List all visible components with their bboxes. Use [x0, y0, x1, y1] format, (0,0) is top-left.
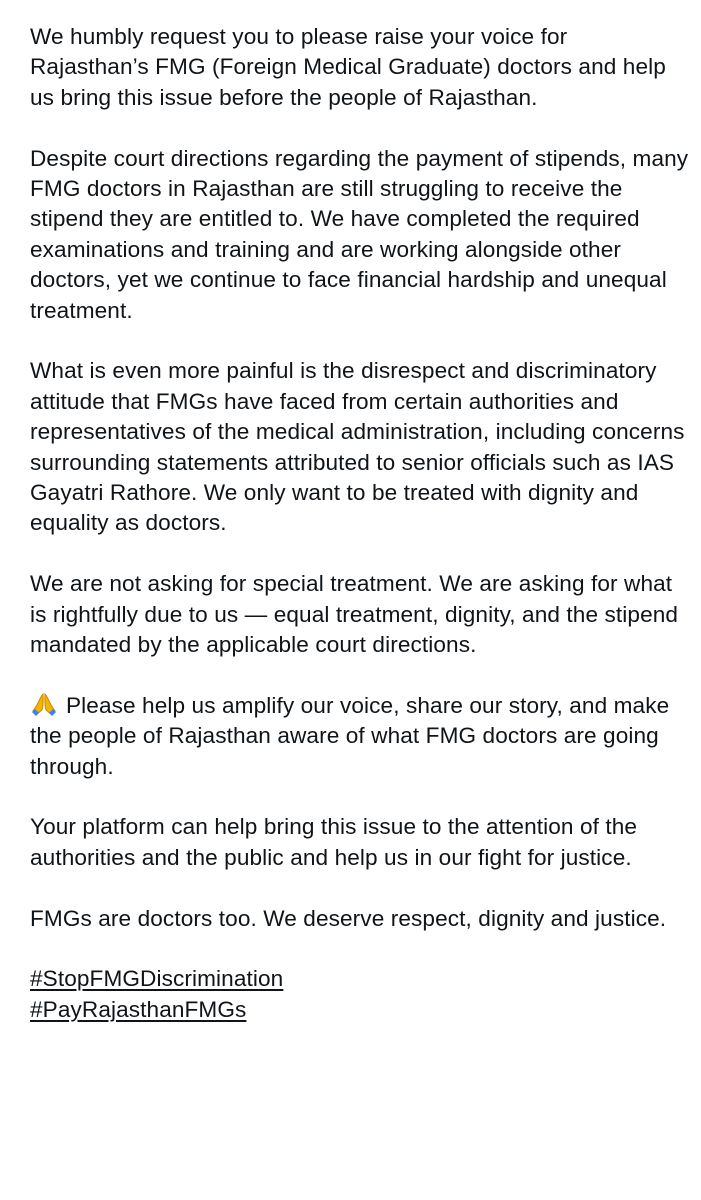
post-paragraph-closing: FMGs are doctors too. We deserve respect, dignity and justice.	[30, 905, 667, 931]
post-body	[30, 22, 690, 1025]
appeal-text: Please help us amplify our voice, share our story, and make the people of Rajasthan aware of what FMG doctors are going through.	[30, 692, 670, 779]
post-paragraph-discrimination: What is even more painful is the disrespect and discriminatory attitude that FMGs have faced from certain authorities and representatives of the medical administration, including concerns surrounding statements attributed to senior officials such as IAS Gayatri Rathore. We only want to be treated with dignity and equality as doctors.	[30, 358, 685, 536]
folded-hands-icon	[30, 691, 58, 717]
post-paragraph-request: We humbly request you to please raise your voice for Rajasthan’s FMG (Foreign Medical Graduate) doctors and help us bring this issue before the people of Rajasthan.	[30, 24, 666, 110]
post-paragraph-platform: Your platform can help bring this issue to the attention of the authorities and the public and help us in our fight for justice.	[30, 814, 638, 870]
hashtag-list	[30, 964, 690, 1025]
post-paragraph-appeal	[30, 691, 690, 782]
post-paragraph-demands: We are not asking for special treatment. We are asking for what is rightfully due to us — equal treatment, dignity, and the stipend mandated by the applicable court directions.	[30, 571, 679, 658]
hashtag-link-stop-fmg-discrimination[interactable]: #StopFMGDiscrimination	[30, 966, 284, 992]
post-paragraph-stipend: Despite court directions regarding the payment of stipends, many FMG doctors in Rajasthan are still struggling to receive the stipend they are entitled to. We have completed the required examinations and training and are working alongside other doctors, yet we continue to face financial hardship and unequal treatment.	[30, 145, 689, 323]
hashtag-link-pay-rajasthan-fmgs[interactable]: #PayRajasthanFMGs	[30, 996, 247, 1022]
